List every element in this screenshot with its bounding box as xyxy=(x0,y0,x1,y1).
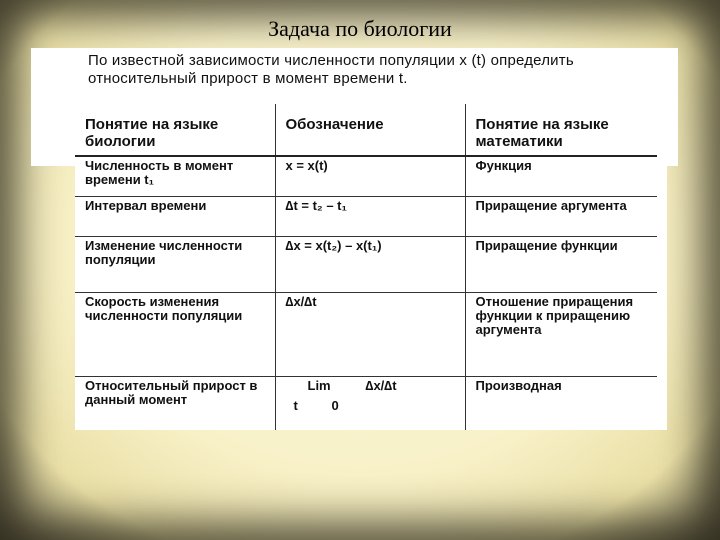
cell-notation: x = x(t) xyxy=(275,156,465,196)
cell-math: Отношение приращения функции к приращению аргумента xyxy=(465,292,657,376)
cell-biology: Интервал времени xyxy=(75,196,275,236)
table-row xyxy=(75,236,657,292)
cell-notation: ∆t = t₂ – t₁ xyxy=(275,196,465,236)
intro-text xyxy=(88,52,668,88)
table-row xyxy=(75,376,657,430)
cell-notation-limit xyxy=(275,376,465,430)
concept-table-wrapper xyxy=(75,104,667,430)
limit-target: 0 xyxy=(331,397,339,413)
table-row xyxy=(75,292,657,376)
header-math: Понятие на языке математики xyxy=(465,104,657,156)
cell-math: Производная xyxy=(475,377,562,393)
table-header-row xyxy=(75,104,657,156)
slide-title: Задача по биологии xyxy=(268,16,452,41)
intro-line-1: По известной зависимости численности популяции x (t) определить xyxy=(88,52,574,69)
cell-math: Приращение аргумента xyxy=(465,196,657,236)
table-row xyxy=(75,196,657,236)
limit-formula xyxy=(286,379,459,423)
cell-biology: Численность в момент времени t₁ xyxy=(75,156,275,196)
cell-notation: ∆x/∆t xyxy=(275,292,465,376)
cell-biology: Скорость изменения численности популяции xyxy=(75,292,275,376)
cell-notation: ∆x = x(t₂) – x(t₁) xyxy=(275,236,465,292)
limit-lim: Lim xyxy=(307,377,331,393)
header-notation: Обозначение xyxy=(275,104,465,156)
cell-math: Функция xyxy=(465,156,657,196)
cell-biology: Изменение численности популяции xyxy=(75,236,275,292)
limit-variable: t xyxy=(293,397,298,413)
concept-table xyxy=(75,104,657,430)
intro-line-2: относительный прирост в момент времени t. xyxy=(88,70,408,87)
table-row xyxy=(75,156,657,196)
cell-math: Приращение функции xyxy=(465,236,657,292)
limit-expression: ∆x/∆t xyxy=(365,377,397,393)
header-biology: Понятие на языке биологии xyxy=(75,104,275,156)
cell-biology: Относительный прирост в данный момент xyxy=(75,376,275,430)
